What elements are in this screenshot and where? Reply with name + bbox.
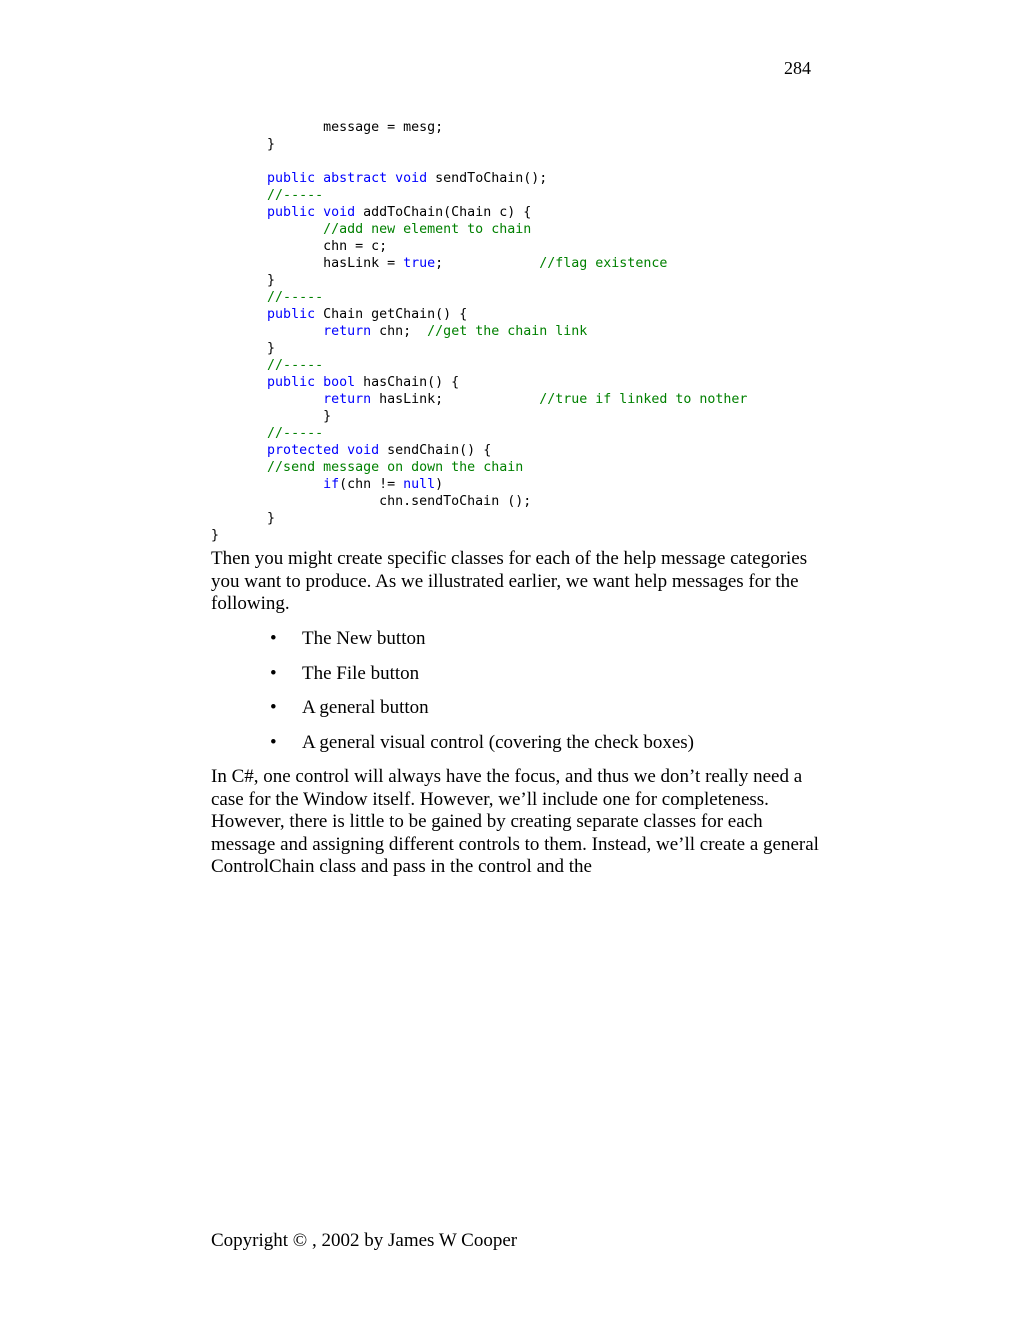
code-text: chn; <box>371 324 428 339</box>
page-number: 284 <box>784 58 811 78</box>
bullet-icon: • <box>270 662 277 684</box>
copyright-footer: Copyright © , 2002 by James W Cooper <box>211 1230 518 1251</box>
code-text <box>211 188 267 203</box>
list-item-text: A general button <box>302 697 429 718</box>
code-keyword: protected void <box>267 443 380 458</box>
code-text: sendChain() { <box>379 443 492 458</box>
paragraph-body: In C#, one control will always have the focus, and thus we don’t really need a case for the Window itself. However, we’ll include one for completeness. However, there is little to be gained by creating separate classes for each message and assigning different controls to them. Instead, we’ll create a general ControlChain class and pass in the control and the <box>211 766 819 877</box>
code-text: (chn != <box>339 477 404 492</box>
code-keyword: return <box>323 392 372 407</box>
code-text: sendToChain(); <box>427 171 548 186</box>
code-line <box>211 170 747 187</box>
list-item <box>211 663 694 698</box>
code-line <box>211 357 747 374</box>
code-text: chn = c; <box>211 239 388 254</box>
code-comment: //send message on down the chain <box>267 460 524 475</box>
code-comment: //add new element to chain <box>323 222 532 237</box>
list-item-text: The New button <box>302 628 426 649</box>
code-comment: //flag existence <box>539 256 668 271</box>
code-line <box>211 204 747 221</box>
list-item <box>211 697 694 732</box>
code-line <box>211 306 747 323</box>
code-line <box>211 255 747 272</box>
code-text <box>211 222 323 237</box>
code-text: message = mesg; <box>211 120 444 135</box>
code-text <box>211 358 267 373</box>
code-line <box>211 289 747 306</box>
code-text <box>211 307 267 322</box>
code-text: } <box>211 528 220 543</box>
code-text: } <box>211 341 276 356</box>
code-text <box>211 205 267 220</box>
bullet-icon: • <box>270 697 277 718</box>
code-text: } <box>211 409 332 424</box>
code-line <box>211 527 747 544</box>
bullet-list <box>211 628 694 766</box>
code-text: } <box>211 273 276 288</box>
list-item <box>211 732 694 767</box>
code-keyword: public <box>267 307 316 322</box>
code-line <box>211 476 747 493</box>
code-line <box>211 119 747 136</box>
code-text: ) <box>435 477 444 492</box>
code-comment: //----- <box>267 188 324 203</box>
code-line <box>211 153 747 170</box>
code-text: } <box>211 137 276 152</box>
code-line <box>211 425 747 442</box>
code-text: Chain getChain() { <box>315 307 468 322</box>
code-line <box>211 391 747 408</box>
code-text <box>211 443 267 458</box>
code-line <box>211 493 747 510</box>
code-line <box>211 459 747 476</box>
code-line <box>211 510 747 527</box>
bullet-icon: • <box>270 731 277 753</box>
code-text <box>211 426 267 441</box>
code-keyword: true <box>403 256 436 271</box>
code-comment: //get the chain link <box>427 324 588 339</box>
code-line <box>211 408 747 425</box>
code-line <box>211 221 747 238</box>
code-comment: //true if linked to nother <box>539 392 748 407</box>
code-text: addToChain(Chain c) { <box>355 205 532 220</box>
code-text: hasLink; <box>371 392 540 407</box>
list-item <box>211 628 694 663</box>
code-keyword: public void <box>267 205 356 220</box>
code-text <box>211 460 267 475</box>
code-text: ; <box>435 256 540 271</box>
code-comment: //----- <box>267 290 324 305</box>
code-comment: //----- <box>267 426 324 441</box>
code-text <box>211 171 267 186</box>
list-item-text: The File button <box>302 662 420 684</box>
code-text: chn.sendToChain (); <box>211 494 532 509</box>
code-keyword: null <box>403 477 436 492</box>
code-line <box>211 442 747 459</box>
code-text <box>211 477 323 492</box>
code-keyword: return <box>323 324 372 339</box>
list-item-text: A general visual control (covering the check boxes) <box>302 731 694 753</box>
code-line <box>211 136 747 153</box>
code-text <box>211 392 323 407</box>
code-text: hasLink = <box>211 256 404 271</box>
code-text: } <box>211 511 276 526</box>
code-text <box>211 290 267 305</box>
code-listing <box>211 119 747 544</box>
bullet-icon: • <box>270 628 277 649</box>
code-keyword: public abstract void <box>267 171 428 186</box>
code-line <box>211 272 747 289</box>
code-comment: //----- <box>267 358 324 373</box>
code-text: hasChain() { <box>355 375 460 390</box>
code-text <box>211 324 323 339</box>
code-keyword: if <box>323 477 340 492</box>
code-line <box>211 238 747 255</box>
code-line <box>211 374 747 391</box>
paragraph-intro: Then you might create specific classes for each of the help message categories you want to produce. As we illustrated earlier, we want help messages for the following. <box>211 548 808 614</box>
code-line <box>211 187 747 204</box>
code-keyword: public bool <box>267 375 356 390</box>
code-text <box>211 375 267 390</box>
code-line <box>211 340 747 357</box>
code-line <box>211 323 747 340</box>
